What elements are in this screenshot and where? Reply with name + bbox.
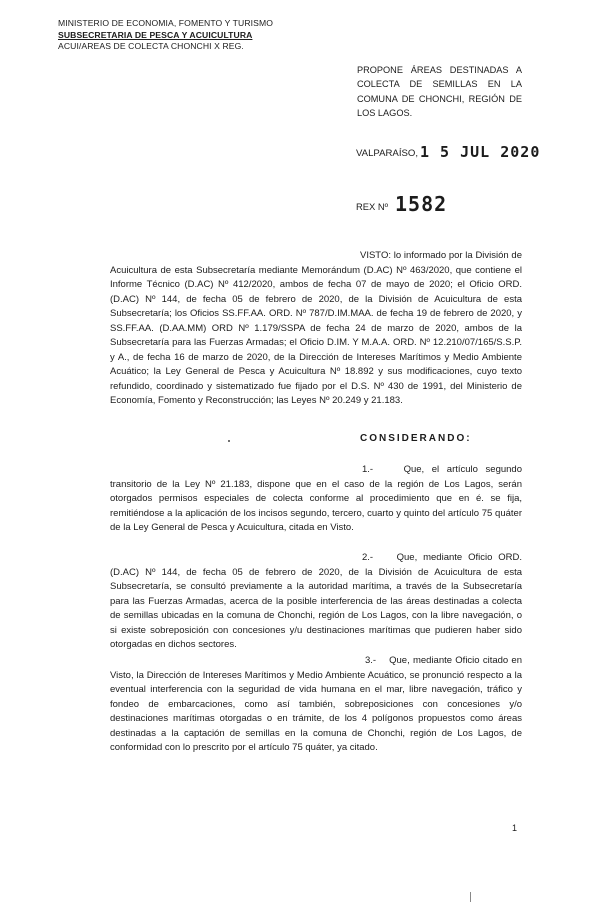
paragraph-text: Que, mediante Oficio ORD. (D.AC) Nº 144, de fecha 05 de febrero de 2020, de la División de Acuicultura de esta Subsecretaría, se consultó previamente a la autoridad marítima, a través de la Subsecretaría para las Fuerzas Armadas, acerca de la posible interferencia de las áreas destinadas a colecta de semillas ubicadas en la comuna de Chonchi, región de Los Lagos, con la libre navegación, o si existe sobreposición con concesiones y/u destinaciones marítimas que pudieren haber sido otorgadas en dichos sectores.	[110, 552, 522, 650]
visto-text: lo informado por la División de Acuicultura de esta Subsecretaría mediante Memorándum (D.AC) Nº 463/2020, que contiene el Informe Técnico (D.AC) Nº 412/2020, ambos de fecha 07 de mayo de 2020; el Oficio ORD. (D.AC) Nº 144, de fecha 05 de febrero de 2020, de la División de Acuicultura de esta Subsecretaría; los Oficios SS.FF.AA. ORD. Nº 787/D.IM.MAA. de fecha 19 de febrero de 2020, y SS.FF.AA. (D.AA.MM) ORD Nº 1.179/SSPA de fecha 24 de marzo de 2020, ambos de la Subsecretaría para las Fuerzas Armadas; el Oficio D.IM. Y M.A.A. ORD. Nº 12.210/07/165/S.S.P. y A., de fecha 16 de marzo de 2020, de la Dirección de Intereses Marítimos y Medio Ambiente Acuático; la Ley General de Pesca y Acuicultura Nº 18.892 y sus modificaciones, cuyo texto refundido, coordinado y sistematizado fue fijado por el D.S. Nº 430 de 1991, del Ministerio de Economía, Fomento y Reconstrucción; las Leyes Nº 20.249 y 21.183.	[110, 250, 523, 406]
visto-lead: VISTO:	[360, 250, 391, 261]
paragraph-number: 3.-	[365, 655, 377, 666]
considerando-paragraph-1	[110, 463, 522, 536]
scan-mark	[470, 892, 471, 902]
visto-paragraph	[110, 249, 522, 409]
considerando-heading: CONSIDERANDO:	[360, 433, 472, 444]
letterhead-ministry: MINISTERIO DE ECONOMIA, FOMENTO Y TURISMO	[58, 18, 273, 28]
document-subject: PROPONE ÁREAS DESTINADAS A COLECTA DE SEMILLAS EN LA COMUNA DE CHONCHI, REGIÓN DE LOS LAGOS.	[357, 65, 522, 118]
stamped-date: 1 5 JUL 2020	[420, 143, 541, 161]
letterhead-reference: ACUI/AREAS DE COLECTA CHONCHI X REG.	[58, 41, 244, 51]
paragraph-text: Que, mediante Oficio citado en Visto, la Dirección de Intereses Marítimos y Medio Ambiente Acuático, se pronunció respecto a la eventual interferencia con la seguridad de vida humana en el mar, libre navegación, tráfico y fondeo de embarcaciones, como así también, sobreposiciones con concesiones y/o destinaciones marítimas otorgadas o en trámite, de los 4 polígonos propuestos como áreas destinadas a la captación de semillas en la comuna de Chonchi, región de Los Lagos, de conformidad con lo prescrito por el artículo 75 quáter, ya citado.	[110, 655, 522, 753]
considerando-paragraph-2	[110, 551, 522, 653]
considerando-paragraph-3	[110, 654, 522, 756]
rex-number: 1582	[395, 192, 448, 216]
paragraph-text: Que, el artículo segundo transitorio de la Ley Nº 21.183, dispone que en el caso de la región de Los Lagos, serán otorgados permisos especiales de colecta conforme al procedimiento que en é. se fija, remitiéndose a la aplicación de los incisos segundo, tercero, cuarto y quinto del artículo 75 quáter de la Ley General de Pesca y Acuicultura, citada en Visto.	[110, 464, 523, 533]
scan-speck	[228, 440, 230, 442]
page-number: 1	[512, 823, 518, 833]
place-label: VALPARAÍSO,	[356, 148, 419, 159]
paragraph-number: 2.-	[362, 552, 374, 563]
letterhead	[58, 18, 273, 53]
letterhead-subsecretaria: SUBSECRETARIA DE PESCA Y ACUICULTURA	[58, 29, 253, 40]
rex-label: REX Nº	[356, 201, 389, 212]
paragraph-number: 1.-	[362, 464, 374, 475]
